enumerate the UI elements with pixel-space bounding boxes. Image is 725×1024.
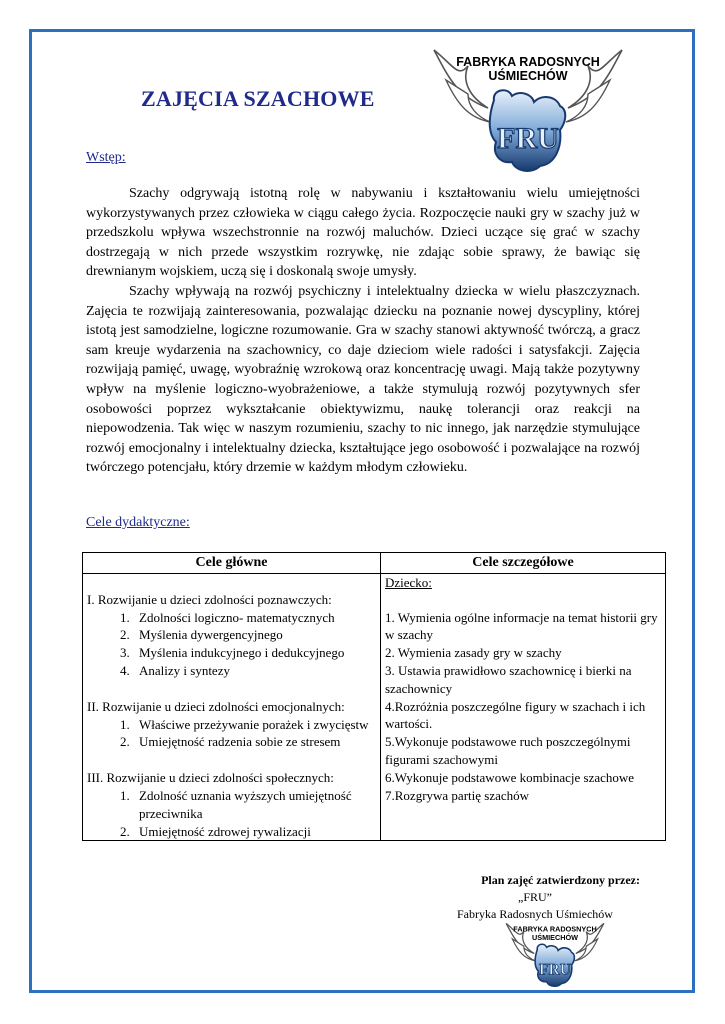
list-item: 3. Ustawia prawidłowo szachownicę i bierki na szachownicy	[385, 662, 632, 696]
header-main-goals: Cele główne	[83, 553, 381, 574]
logo-text-line2: UŚMIECHÓW	[488, 69, 568, 83]
goal-sublist	[87, 609, 376, 680]
list-item: 2. Myślenia dywergencyjnego	[133, 626, 376, 644]
logo-emblem-text: FRU	[497, 122, 559, 155]
list-item: 6.Wykonuje podstawowe kombinacje szachowe	[385, 769, 635, 785]
list-item: 1. Właściwe przeżywanie porażek i zwycięstw	[133, 716, 376, 734]
intro-paragraph-2: Szachy wpływają na rozwój psychiczny i intelektualny dziecka w wielu płaszczyznach. Zajęcia te rozwijają zainteresowania, pozwalając dziecku na poznanie nowej dyscypliny, której istotą jest samodzielne, logiczne rozumowanie. Gra w szachy stanowi aktywność twórczą, a gracz sam kreuje wydarzenia na szachownicy, co daje dzieciom wiele radości i satysfakcji. Zajęcia rozwijają pamięć, uwagę, wyobraźnię wzrokową oraz koncentrację uwagi. Mają także pozytywny wpływ na myślenie logiczno-wyobrażeniowe, a także stymulują rozwój pozytywnych sfer osobowości poprzez wykształcanie obiektywizmu, naukę tolerancji oraz reakcji na niepowodzenia. Tak więc w naszym rozumieniu, szachy to nic innego, jak narzędzie stymulujące rozwój emocjonalny i intelektualny dziecka, kształtujące jego osobowość i pozwalające na rozwój twórczego potencjału, który drzemie w każdym młodym człowieku.	[86, 283, 640, 476]
intro-paragraph-1: Szachy odgrywają istotną rolę w nabywaniu i kształtowaniu wielu umiejętności wykorzystywanych przez człowieka w ciągu całego życia. Rozpoczęcie nauki gry w szachy już w przedszkolu wpływa wszechstronnie na rozwój maluchów. Dzieci uczące się grać w szachy dostrzegają w nich przede wszystkim rozrywkę, nie zdając sobie sprawy, że bawiąc się drewnianym wojskiem, uczą się i doskonalą swoje umysły.	[86, 186, 640, 280]
list-item: 1. Zdolność uznania wyższych umiejętność przeciwnika	[133, 787, 376, 823]
list-item: 1. Zdolności logiczno- matematycznych	[133, 609, 376, 627]
table-row	[83, 573, 666, 841]
list-item: 1. Wymienia ogólne informacje na temat historii gry w szachy	[385, 609, 658, 643]
main-goals-cell	[83, 573, 381, 841]
fru-logo-small	[503, 916, 607, 990]
list-item: 2. Umiejętność zdrowej rywalizacji	[133, 823, 376, 841]
approval-org-short: „FRU”	[518, 890, 552, 904]
logo-small-text-line2: UŚMIECHÓW	[531, 933, 579, 942]
goal-group-heading: I. Rozwijanie u dzieci zdolności poznawczych:	[87, 591, 332, 607]
header-detailed-goals: Cele szczegółowe	[381, 553, 666, 574]
goal-group-social	[87, 769, 376, 840]
list-item: 7.Rozgrywa partię szachów	[385, 787, 530, 803]
logo-small-text-line1: FABRYKA RADOSNYCH	[513, 924, 597, 934]
list-item: 5.Wykonuje podstawowe ruch poszczególnymi figurami szachowymi	[385, 734, 631, 767]
approval-org-full: Fabryka Radosnych Uśmiechów	[457, 907, 613, 921]
detail-label: Dziecko:	[385, 574, 432, 590]
list-item: 2. Wymienia zasady gry w szachy	[385, 645, 562, 661]
goal-sublist	[87, 787, 376, 840]
goal-group-cognitive	[87, 591, 376, 680]
goals-heading: Cele dydaktyczne:	[86, 515, 190, 530]
goal-group-heading: III. Rozwijanie u dzieci zdolności społecznych:	[87, 770, 334, 786]
goal-group-heading: II. Rozwijanie u dzieci zdolności emocjonalnych:	[87, 698, 345, 714]
intro-text	[86, 184, 640, 478]
fru-logo	[428, 36, 628, 178]
intro-heading: Wstęp:	[86, 150, 126, 165]
goal-group-emotional	[87, 698, 376, 751]
detail-list	[385, 609, 661, 805]
document-title: ZAJĘCIA SZACHOWE	[141, 86, 375, 111]
list-item: 2. Umiejętność radzenia sobie ze stresem	[133, 733, 376, 751]
detailed-goals-cell	[381, 573, 666, 841]
list-item: 4.Rozróżnia poszczególne figury w szachach i ich wartości.	[385, 698, 646, 732]
goal-sublist	[87, 716, 376, 752]
logo-small-emblem-text: FRU	[538, 961, 572, 979]
list-item: 4. Analizy i syntezy	[133, 662, 376, 680]
table-header-row	[83, 553, 666, 574]
goals-table	[82, 552, 666, 841]
list-item: 3. Myślenia indukcyjnego i dedukcyjnego	[133, 644, 376, 662]
approval-label: Plan zajęć zatwierdzony przez:	[481, 873, 640, 887]
logo-text-line1: FABRYKA RADOSNYCH	[456, 55, 600, 69]
